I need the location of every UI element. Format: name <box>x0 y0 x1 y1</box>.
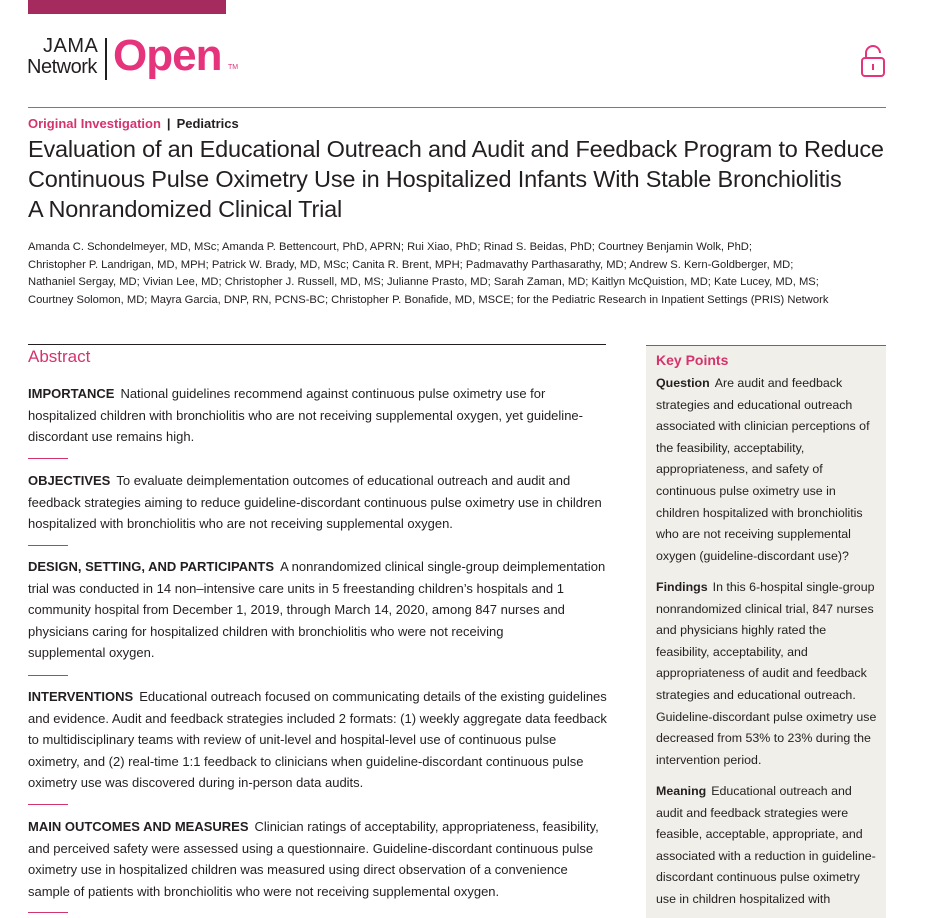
key-points-meaning: Meaning Educational outreach and audit and feedback strategies were feasible, acceptable, appropriate, and associated with a reduction in guideline- discordant continuous pulse oximetry use in children hospitalized with <box>656 784 876 906</box>
article-subtitle: A Nonrandomized Clinical Trial <box>28 196 343 222</box>
category-separator: | <box>166 116 171 131</box>
title-line-2: Continuous Pulse Oximetry Use in Hospitalized Infants With Stable Bronchiolitis <box>28 166 842 192</box>
kp-label: Question <box>656 376 710 390</box>
section-divider <box>28 675 68 676</box>
logo-jama: JAMA <box>43 35 99 57</box>
header-rule <box>28 107 886 108</box>
key-points-findings: Findings In this 6-hospital single-group nonrandomized clinical trial, 847 nurses and physicians highly rated the feasibility, acceptability, and appropriateness of audit and feedback strategies and educational outreach. Guideline-discordant pulse oximetry use decreased from 53% to 23% during the intervention period. <box>656 580 877 767</box>
abstract-heading: Abstract <box>28 347 91 366</box>
logo-divider <box>105 38 107 80</box>
logo-network: Network <box>27 56 97 78</box>
key-points-question: Question Are audit and feedback strategies and educational outreach associated with clinician perceptions of the feasibility, acceptability, appropriateness, and safety of continuous pulse oximetry use in children hospitalized with bronchiolitis who are not receiving supplemental oxygen (guideline-discordant use)? <box>656 376 870 563</box>
open-lock-icon[interactable] <box>860 44 886 78</box>
section-label: OBJECTIVES <box>28 473 111 488</box>
logo-trademark: TM <box>228 64 239 71</box>
subcategory-label[interactable]: Pediatrics <box>176 116 239 131</box>
section-divider <box>28 458 68 459</box>
logo-open: Open <box>113 31 222 80</box>
section-label: IMPORTANCE <box>28 386 115 401</box>
author-line: Christopher P. Landrigan, MD, MPH; Patrick W. Brady, MD, MSc; Canita R. Brent, MPH; Padmavathy Parthasarathy, MD; Andrew S. Kern-Goldberger, MD; <box>28 258 794 271</box>
abstract-importance: IMPORTANCE National guidelines recommend against continuous pulse oximetry use for hospitalized children with bronchiolitis who are not receiving supplemental oxygen, yet guideline- discordant use remains high. <box>28 386 583 445</box>
author-line: Nathaniel Sergay, MD; Vivian Lee, MD; Christopher J. Russell, MD, MS; Julianne Prasto, MD; Sarah Zaman, MD; Kaitlyn McQuistion, MD; Kate Lucey, MD, MS; <box>28 276 819 288</box>
section-divider <box>28 804 68 805</box>
abstract-design: DESIGN, SETTING, AND PARTICIPANTS A nonrandomized clinical single-group deimplementation trial was conducted in 14 non–intensive care units in 5 freestanding children’s hospitals and 1 community hospital from December 1, 2019, through March 14, 2020, among 847 nurses and physicians caring for hospitalized children with bronchiolitis who were not receiving supplemental oxygen. <box>28 559 606 661</box>
category-label[interactable]: Original Investigation <box>28 116 161 131</box>
author-list <box>28 239 888 309</box>
author-line: Amanda C. Schondelmeyer, MD, MSc; Amanda P. Bettencourt, PhD, APRN; Rui Xiao, PhD; Rinad S. Beidas, PhD; Courtney Benjamin Wolk, PhD; <box>28 241 752 253</box>
section-divider <box>28 912 68 913</box>
author-line: Courtney Solomon, MD; Mayra Garcia, DNP, RN, PCNS-BC; Christopher P. Bonafide, MD, MSCE; for the Pediatric Research in Inpatient Settings (PRIS) Network <box>28 293 829 306</box>
title-line-1: Evaluation of an Educational Outreach and Audit and Feedback Program to Reduce <box>28 136 884 162</box>
abstract-objectives: OBJECTIVES To evaluate deimplementation outcomes of educational outreach and audit and feedback strategies aiming to reduce guideline-discordant continuous pulse oximetry use in children hospitalized with bronchiolitis who are not receiving supplemental oxygen. <box>28 473 602 532</box>
section-label: MAIN OUTCOMES AND MEASURES <box>28 819 249 834</box>
section-label: DESIGN, SETTING, AND PARTICIPANTS <box>28 559 275 574</box>
abstract-rule <box>28 344 606 345</box>
top-color-bar <box>28 0 226 14</box>
kp-label: Findings <box>656 580 708 594</box>
article-category <box>28 116 239 132</box>
section-label: INTERVENTIONS <box>28 689 134 704</box>
logo-jama-network <box>27 36 98 78</box>
section-divider <box>28 545 68 546</box>
abstract-interventions: INTERVENTIONS Educational outreach focused on communicating details of the existing guidelines and evidence. Audit and feedback strategies included 2 formats: (1) weekly aggregate data feedback to multidisciplinary teams with review of unit-level and hospital-level use of continuous pulse oximetry, and (2) real-time 1:1 feedback to clinicians when guideline-discordant continuous pulse oximetry use was discovered during in-person data audits. <box>28 689 607 791</box>
key-points-heading: Key Points <box>656 352 729 368</box>
kp-label: Meaning <box>656 784 707 798</box>
article-title <box>28 134 908 224</box>
abstract-outcomes: MAIN OUTCOMES AND MEASURES Clinician ratings of acceptability, appropriateness, feasibility, and perceived safety were assessed using a questionnaire. Guideline-discordant continuous pulse oximetry use in hospitalized children was measured using direct observation of a convenience sample of patients with bronchiolitis who were not receiving supplemental oxygen. <box>28 819 599 899</box>
